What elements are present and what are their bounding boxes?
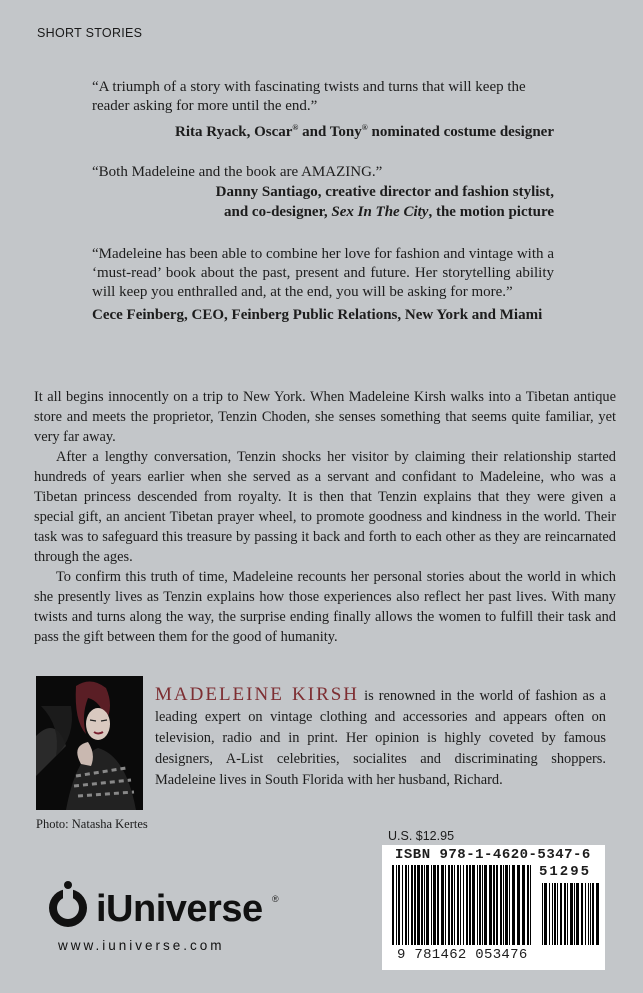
publisher-name: iUniverse <box>96 888 263 930</box>
quote-text: “Madeleine has been able to combine her love for fashion and vintage with a ‘must-read’ book about the past, present and future. Her storytelling ability will keep you enthralled and, at the end, you will be asking for more.” <box>92 246 554 300</box>
ean-digits: 9 781462 053476 <box>397 947 528 963</box>
quote-block-2 <box>92 163 554 222</box>
isbn: ISBN 978-1-4620-5347-6 <box>395 847 591 863</box>
quote-block-1 <box>92 78 554 142</box>
author-bio-text: is renowned in the world of fashion as a leading expert on vintage clothing and accessories and appears often on television, radio and in print. Her opinion is highly coveted by famous designers, A-List celebrities, socialites and discriminating shoppers. Madeleine lives in South Florida with her husband, Richard. <box>155 688 606 788</box>
photo-credit: Photo: Natasha Kertes <box>36 817 148 831</box>
author-name: MADELEINE KIRSH <box>155 684 360 705</box>
quote-text: “Both Madeleine and the book are AMAZING.” <box>92 164 383 180</box>
quote-attribution: Rita Ryack, Oscar® and Tony® nominated costume designer <box>175 123 554 140</box>
quote-block-3 <box>92 245 554 325</box>
synopsis-paragraph: After a lengthy conversation, Tenzin shocks her visitor by claiming their relationship started hundreds of years earlier when she served as a servant and confidant to Madeleine, who was a Tibetan princess descended from royalty. It is then that Tenzin explains that they were given a special gift, an ancient Tibetan prayer wheel, to promote goodness and kindness in the world. Their task was to safeguard this treasure by passing it back and forth to each other as they are reincarnated through the ages. <box>34 449 616 565</box>
author-photo <box>36 676 143 810</box>
synopsis <box>34 387 616 647</box>
publisher-url[interactable]: www.iuniverse.com <box>58 938 225 953</box>
price: U.S. $12.95 <box>388 829 455 843</box>
author-bio <box>155 684 606 791</box>
quote-attribution-line-1: Danny Santiago, creative director and fashion stylist, <box>215 184 554 200</box>
publisher-registered-mark: ® <box>272 894 279 904</box>
synopsis-paragraph: To confirm this truth of time, Madeleine recounts her personal stories about the world in which she presently lives as Tenzin explains how those experiences also reflect her past lives. With many twists and turns along the way, the surprise ending finally allows the women to fulfill their task and pass the gift between them for the good of humanity. <box>34 569 616 645</box>
quote-attribution-line-2: and co-designer, Sex In The City, the motion picture <box>223 204 554 220</box>
synopsis-paragraph: It all begins innocently on a trip to New York. When Madeleine Kirsh walks into a Tibetan antique store and meets the proprietor, Tenzin Choden, she senses something that seems quite familiar, yet very far away. <box>34 389 616 445</box>
quote-attribution: Cece Feinberg, CEO, Feinberg Public Relations, New York and Miami <box>92 307 543 323</box>
category-label: SHORT STORIES <box>37 26 143 40</box>
price-addon-code: 51295 <box>539 864 592 880</box>
quote-text: “A triumph of a story with fascinating twists and turns that will keep the reader asking for more until the end.” <box>92 79 526 114</box>
